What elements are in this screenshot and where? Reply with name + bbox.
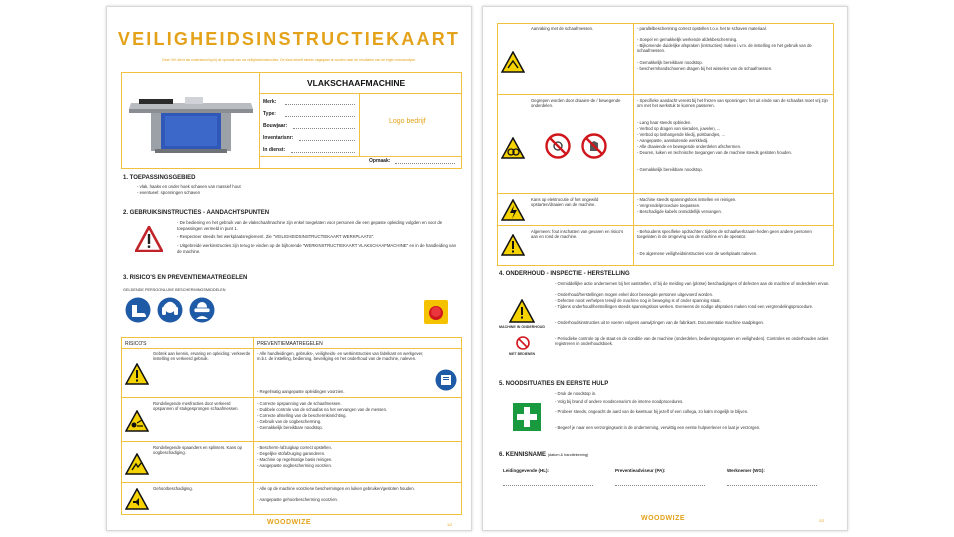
measure-text: - Regelmatig aangepaste opleidingen voorzien. [257, 389, 345, 394]
warning-splinters-icon [125, 453, 149, 480]
section-6-title: 6. KENNISNAME (datum & handtekening) [499, 452, 589, 458]
measure-text: - Lang haar steeds opbinden. [637, 120, 692, 125]
machine-image [125, 85, 257, 155]
page-1 [106, 6, 472, 531]
measure-text: - Machine steeds spanningsloos instellen en reinigen. [637, 197, 737, 202]
safety-shoes-icon [125, 297, 151, 328]
measure-text: - Bescherm-/afzuigkap correct opstellen. [257, 445, 332, 450]
section-5-item: - Volg bij brand of andere noodscenario's de interne noodprocedures. [555, 399, 684, 404]
measure-text: - Gemakkelijk bereikbare noodstop. [637, 167, 703, 172]
first-aid-icon [513, 403, 541, 436]
type-label: Type: [263, 111, 276, 117]
warning-cutting-icon [501, 51, 525, 78]
section-2-title: 2. GEBRUIKSINSTRUCTIES - AANDACHTSPUNTEN [123, 210, 270, 216]
company-logo-placeholder: Logo bedrijf [389, 118, 426, 125]
maintenance-sign-label: MACHINE IN ONDERHOUD [499, 325, 545, 329]
emergency-stop-icon [423, 299, 449, 330]
risk-text: Algemeen: fout inschatten van gevaren en risico's aan en rond de machine. [531, 229, 624, 240]
measure-text: - Alle draaiende en bewegende onderdelen afschermen. [637, 144, 742, 149]
risk-text: Rondvliegende mesfracties door verkeerd opspannen of stukgesprongen schaafmessen. [153, 401, 239, 412]
inventarisnr-field[interactable] [299, 140, 355, 141]
measure-text: - Aangepaste gehoorbescherming voorzien. [257, 497, 339, 502]
measures-header: PREVENTIEMAATREGELEN [257, 341, 323, 347]
woodwize-logo: WOODWIZE [267, 519, 312, 526]
signature-label-hl: Leidinggevende (HL): [503, 468, 549, 473]
risk-text: Aanraking met de schaafmessen. [531, 26, 594, 31]
type-field[interactable] [285, 116, 355, 117]
section-1-title: 1. TOEPASSINGSGEBIED [123, 175, 196, 181]
page-number: 2/2 [819, 519, 825, 523]
section-5-item: - Begeef je naar een verzorgingsunit in de onderneming, verwittig een eerste hulpverlener en laat je verzorgen. [555, 425, 761, 430]
inventarisnr-label: Inventarisnr: [263, 135, 294, 141]
section-2-item: - De bediening en het gebruik van de vlakschaafmachine zijn enkel toegelaten voor personen die een gepaste opleiding volgden en voor de toepassingen vermeld in punt 1. [177, 220, 443, 231]
measure-text: - Verbod op dragen van sieraden, juwelen, ... [637, 126, 721, 131]
warning-entanglement-icon [501, 137, 525, 164]
risk-text: Gebrek aan kennis, ervaring en opleiding: verkeerde instelling en verkeerd gebruik. [153, 351, 251, 362]
section-3-title: 3. RISICO'S EN PREVENTIEMAATREGELEN [123, 275, 248, 281]
no-loose-clothing-icon [581, 133, 607, 164]
measure-text: - Alle op de machine voorziene beschermingen en luiken gebruiken/gesloten houden. [257, 486, 415, 491]
section-4-item: - Periodieke controle op de staat en de conditie van de machine (onderdelen, bedieningsorganen en veiligheden). Controles en onderhouden acties registreren in onderhoudsboek. [555, 336, 829, 347]
signature-field-hl[interactable] [503, 485, 593, 486]
measure-text: - Beschadigde kabels onmiddellijk vervangen. [637, 209, 722, 214]
risk-text: Gehoorbeschadiging. [153, 486, 193, 491]
warning-general-icon [501, 234, 525, 261]
measure-text: - Alle handleidingen, gebruiks-, veiligheids- en werkinstructies van fabrikant en werkgever, m.b.t. de instelling, bediening, beveiliging en het onderhoud van de machine, naleven. [257, 351, 424, 362]
warning-flying-parts-icon [125, 410, 149, 437]
measure-text: - Correcte afstelling van de beschermkinrichting. [257, 413, 347, 418]
section-5-title: 5. NOODSITUATIES EN EERSTE HULP [499, 381, 609, 387]
measure-text: - Gemakkelijk bereikbare noodstop. [257, 425, 323, 430]
page-subtitle: Deze VIK dient als ondersteuning bij de opmaak van uw veiligheidsinstructies. De klant streeft steeds nagegaan te worden naar de resultaten van de eigen risicoanalyse. [162, 58, 416, 62]
merk-field[interactable] [285, 104, 355, 105]
section-4-item: - Onmiddellijke actie ondernemen bij het vaststellen, of bij de melding van (plotse) beschadigingen of defecten aan de machine of onderdelen ervan. [555, 281, 830, 286]
warning-maintenance-icon [509, 299, 535, 328]
signature-label-wg: Werknemer (WG): [727, 468, 765, 473]
measure-text: - Vergrendelprocedure toepassen. [637, 203, 701, 208]
manual-icon [435, 369, 457, 396]
no-jewelry-icon [545, 133, 571, 164]
measure-text: - Dubbele controle van de schaafas na het vervangen van de messen. [257, 407, 388, 412]
section-1-item: - eventueel: sponningen schaven [137, 190, 201, 195]
section-4-title: 4. ONDERHOUD - INSPECTIE - HERSTELLING [499, 271, 630, 277]
page-title: VEILIGHEIDSINSTRUCTIEKAART [117, 29, 461, 49]
measure-text: - Soepel en gemakkelijk werkende afdekbescherming. [637, 37, 738, 42]
measure-text: - Gemakkelijk bereikbare noodstop. [637, 60, 703, 65]
section-2-item: - Respecteer steeds het werkplaatsreglement. Zie "VEILIGHEIDSINSTRUCTIEKAART WERKPLAATS". [177, 234, 375, 239]
measure-text: - parallelbescherming correct opstellen t.o.v. het te schaven materiaal. [637, 26, 767, 31]
risk-text: Gegrepen worden door draaien-de / bewegende onderdelen. [531, 98, 621, 109]
measure-text: - Specifieke aandacht vereist bij het frezen van sponningen: het uit einde van de schaafas moet vrij zijn om met het werkstuk te kunnen passeren. [637, 98, 828, 109]
warning-general-icon [125, 363, 149, 390]
measure-text: - Bijkomende duidelijke afspraken (instructies) maken i.v.m. de instelling en het gebruik van de schaafmessen. [637, 43, 812, 54]
woodwize-logo: WOODWIZE [641, 515, 686, 522]
hearing-protection-icon [157, 297, 183, 328]
opmaak-field[interactable] [395, 163, 455, 164]
ppe-label: GELDENDE PERSOONLIJKE BESCHERMINGSMIDDELEN [123, 288, 226, 292]
page-number: 1/2 [447, 523, 453, 527]
section-2-item: - Uitgebreide werkinstructies zijn terug te vinden op de bijhorende "WERKINSTRUCTIEKAART VLAKSCHAAFMACHINE" en in de handleiding van de machine. [177, 243, 456, 254]
eye-protection-icon [189, 297, 215, 328]
measure-text: - Aangepaste, aansluitende werkkledij. [637, 138, 709, 143]
risks-header: RISICO'S [125, 341, 147, 347]
measure-text: - Verbod op loshangende kledij, polsbandjes, ... [637, 132, 725, 137]
section-4-item: - Onderhoud/herstellingen mogen enkel door bevoegde personen uitgevoerd worden. [555, 292, 714, 297]
in-dienst-label: In dienst: [263, 147, 286, 153]
bouwjaar-field[interactable] [293, 128, 355, 129]
measure-text: - Deuren, luiken en technische toegangen van de machine steeds gesloten houden. [637, 150, 793, 155]
measure-text: - beschermhandschoenen dragen bij het wisselen van de schaafmessen. [637, 66, 773, 71]
measure-text: - De algemene veiligheidsinstructies voor de werkplaats naleven. [637, 251, 758, 256]
measure-text: - Degelijke stofafzuiging garanderen. [257, 451, 326, 456]
measure-text: - Machine op regelmatige basis reinigen. [257, 457, 333, 462]
measure-text: - Behoudens specifieke opdrachten: tijdens de schaafwerkzaam-heden geen andere personen toegelaten in de omgeving van de machine en de operator. [637, 229, 812, 240]
page-2 [482, 6, 848, 531]
section-5-item: - Probeer steeds, ongeacht de aard van de kwetsuur bij jezelf of een collega, zo kalm mogelijk te blijven. [555, 409, 749, 414]
merk-label: Merk: [263, 99, 277, 105]
bouwjaar-label: Bouwjaar: [263, 123, 288, 129]
section-4-item: - Defecten nooit verhelpen terwijl de machine nog in beweging is of onder spanning staat. [555, 298, 721, 303]
do-not-operate-label: NIET BEDIENEN [508, 352, 536, 356]
section-4-item: - Tijdens onderhoud/herstellingen steeds spanningsloos werken. Eveneens de nodige afspraken maken rond een vergrendelingsprocedure. [555, 304, 814, 309]
risk-text: Rondvliegende spaanders en splinters. Kans op oogbeschadiging. [153, 445, 242, 456]
warning-electricity-icon [501, 199, 525, 226]
section-1-item: - vlak, haaks en onder hoek schaven van massief hout [137, 184, 241, 189]
opmaak-label: Opmaak: [369, 158, 391, 164]
warning-icon [135, 226, 163, 257]
in-dienst-field[interactable] [291, 152, 355, 153]
signature-field-pa[interactable] [615, 485, 705, 486]
measure-text: - Correcte opspanning van de schaafmessen. [257, 401, 342, 406]
machine-name: VLAKSCHAAFMACHINE [307, 78, 406, 88]
measure-text: - Gebruik van de oogbescherming. [257, 419, 322, 424]
risk-text: Kans op elektrocutie of het ongewild opstarten/draaien van de machine. [531, 197, 599, 208]
section-5-item: - Druk de noodstop in. [555, 391, 597, 396]
signature-field-wg[interactable] [727, 485, 817, 486]
measure-text: - Aangepaste oogbescherming voorzien. [257, 463, 332, 468]
signature-label-pa: Preventieadviseur (PA): [615, 468, 666, 473]
section-4-item: - Onderhoudsinstructies uit te voeren volgens aanwijzingen van de fabrikant. Documentatie machine raadplegen. [555, 320, 765, 325]
warning-noise-icon [125, 488, 149, 515]
